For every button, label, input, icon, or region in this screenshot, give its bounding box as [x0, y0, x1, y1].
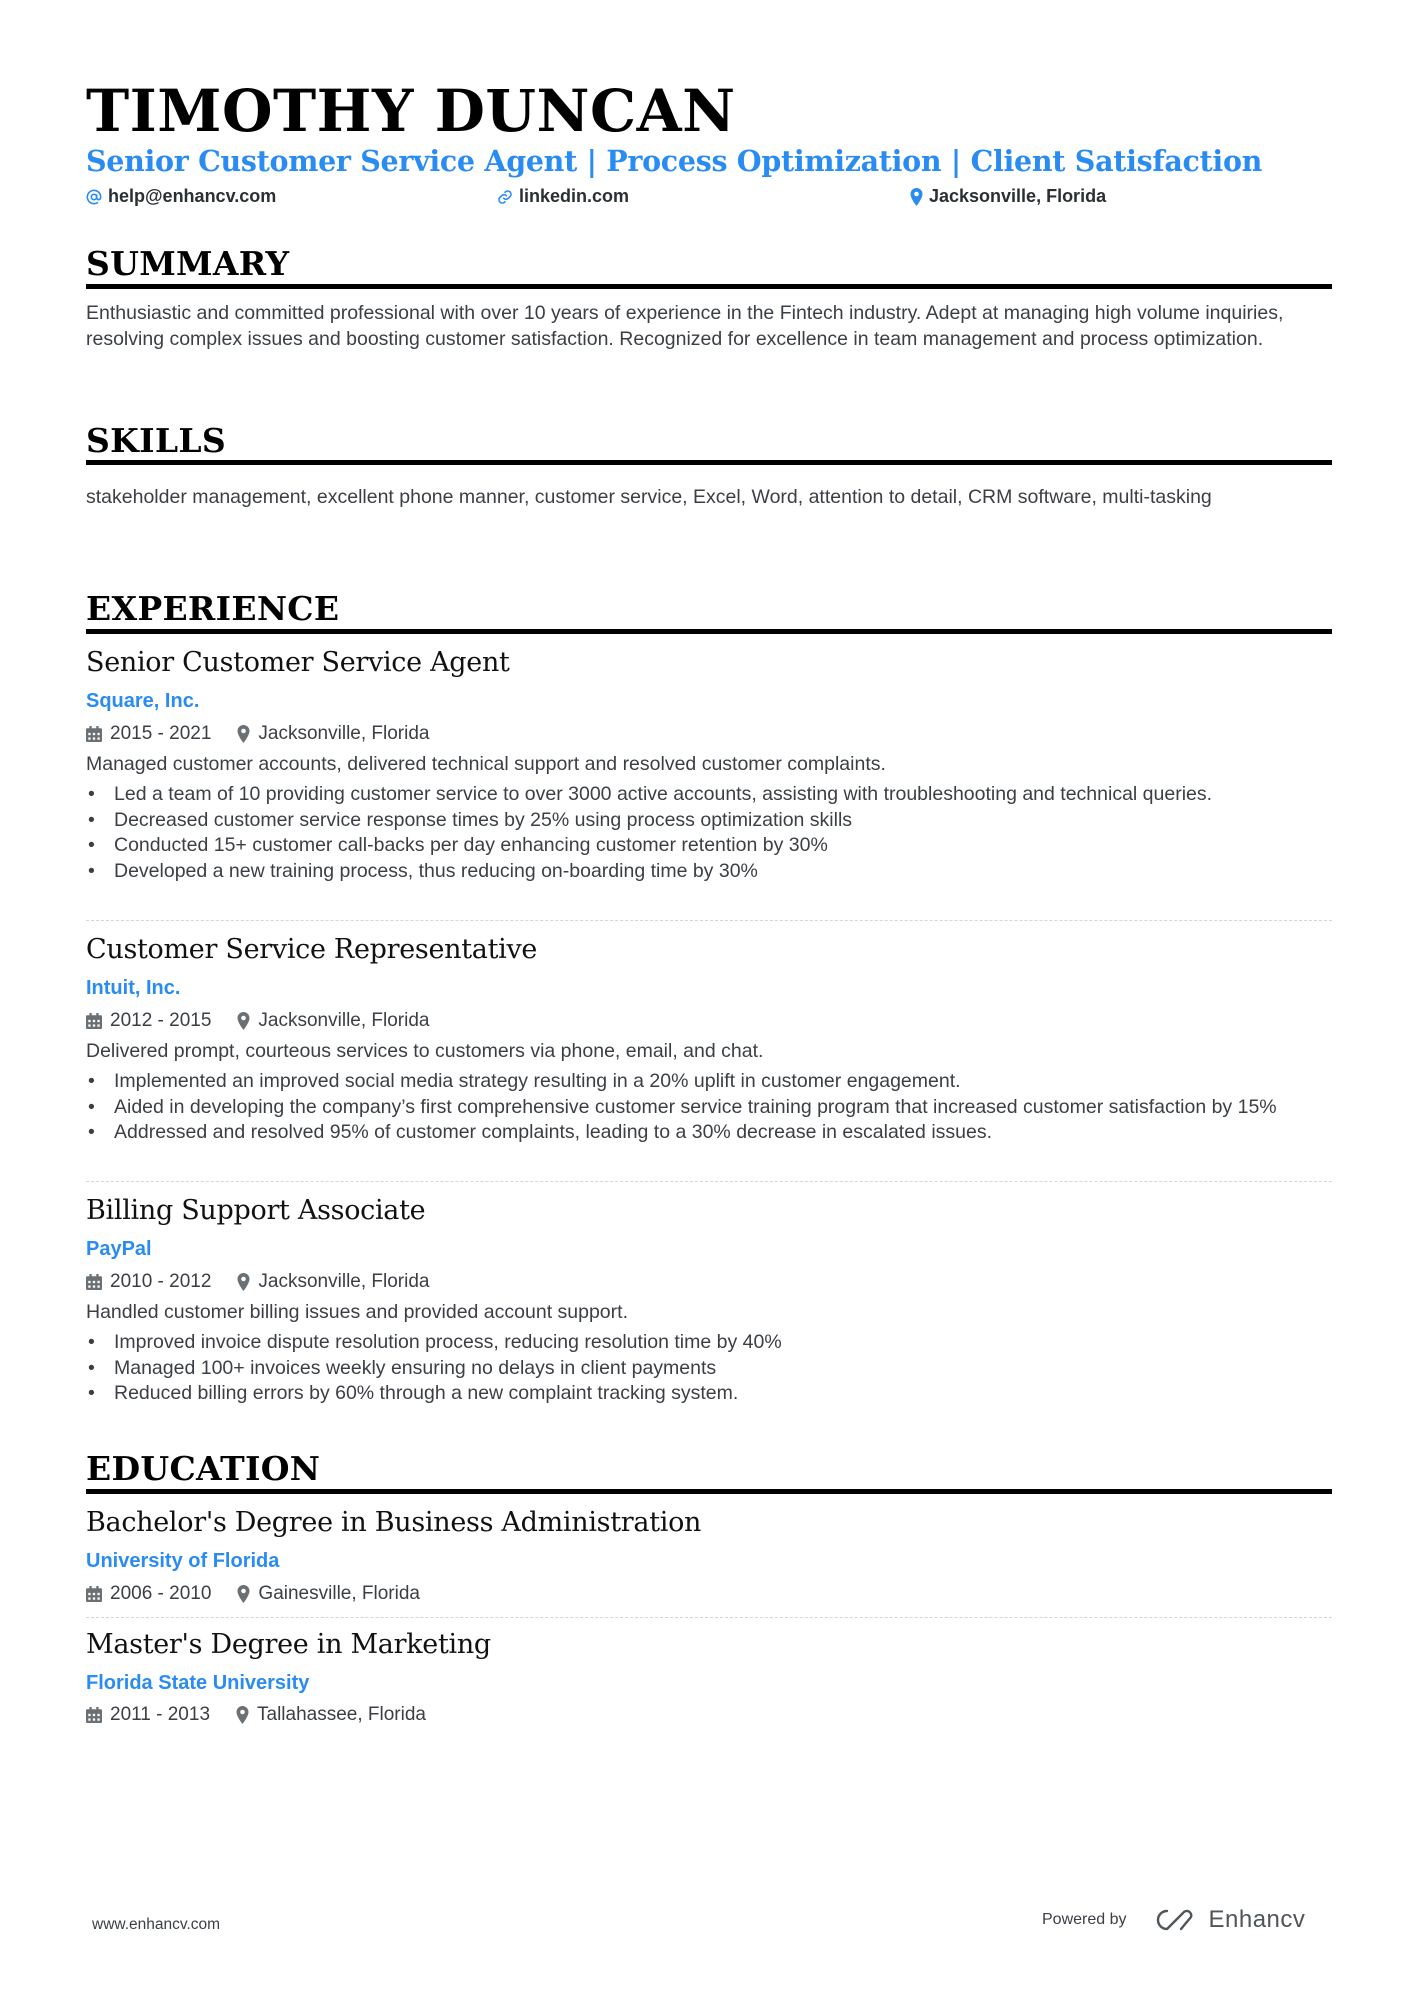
education-heading: EDUCATION: [86, 1449, 321, 1488]
education-location: Gainesville, Florida: [258, 1583, 420, 1604]
calendar-icon: [86, 1274, 102, 1290]
contact-linkedin[interactable]: [497, 186, 629, 207]
enhancv-logo: [1153, 1906, 1306, 1934]
education-rule: [86, 1489, 1332, 1494]
map-pin-icon: [237, 1273, 250, 1291]
job-location: Jacksonville, Florida: [258, 1010, 430, 1031]
job-meta: [86, 1270, 430, 1294]
calendar-icon: [86, 1586, 102, 1602]
footer-branding[interactable]: [1042, 1906, 1305, 1934]
bullet-item: • Managed 100+ invoices weekly ensuring no delays in client payments: [86, 1356, 1332, 1382]
education-meta: [86, 1703, 426, 1727]
bullet-item: • Improved invoice dispute resolution process, reducing resolution time by 40%: [86, 1330, 1332, 1356]
degree-title: Master's Degree in Marketing: [86, 1629, 491, 1660]
summary-rule: [86, 284, 1332, 289]
contact-row: [86, 186, 1332, 210]
job-location: Jacksonville, Florida: [258, 1271, 430, 1292]
map-pin-icon: [237, 1585, 250, 1603]
job-title: Senior Customer Service Agent: [86, 647, 510, 678]
map-pin-icon: [910, 188, 923, 206]
job-bullets: [86, 1069, 1332, 1146]
school-name: University of Florida: [86, 1550, 280, 1572]
candidate-headline: Senior Customer Service Agent | Process Optimization | Client Satisfaction: [86, 144, 1263, 178]
job-bullets: [86, 782, 1332, 884]
job-description: Managed customer accounts, delivered technical support and resolved customer complaints.: [86, 753, 886, 775]
company-name: PayPal: [86, 1238, 152, 1260]
bullet-item: • Reduced billing errors by 60% through a new complaint tracking system.: [86, 1381, 1332, 1407]
skills-text: stakeholder management, excellent phone manner, customer service, Excel, Word, attention to detail, CRM software, multi-tasking: [86, 486, 1212, 508]
contact-email-text: help@enhancv.com: [108, 186, 277, 206]
company-name: Square, Inc.: [86, 690, 200, 712]
bullet-item: • Decreased customer service response times by 25% using process optimization skills: [86, 808, 1332, 834]
entry-divider: [86, 920, 1332, 921]
entry-divider: [86, 1617, 1332, 1618]
footer-website-link[interactable]: www.enhancv.com: [92, 1916, 221, 1933]
education-dates: 2011 - 2013: [110, 1704, 211, 1725]
skills-heading: SKILLS: [86, 421, 226, 460]
contact-location: [910, 186, 1106, 207]
job-dates: 2012 - 2015: [110, 1010, 212, 1031]
job-bullets: [86, 1330, 1332, 1407]
education-dates: 2006 - 2010: [110, 1583, 212, 1604]
contact-email[interactable]: [86, 186, 276, 207]
job-title: Billing Support Associate: [86, 1195, 426, 1226]
job-title: Customer Service Representative: [86, 934, 538, 965]
job-dates: 2015 - 2021: [110, 723, 212, 744]
company-name: Intuit, Inc.: [86, 977, 181, 999]
degree-title: Bachelor's Degree in Business Administration: [86, 1507, 702, 1538]
contact-location-text: Jacksonville, Florida: [929, 186, 1107, 206]
school-name: Florida State University: [86, 1672, 310, 1694]
at-icon: [86, 189, 102, 205]
job-location: Jacksonville, Florida: [258, 723, 430, 744]
enhancv-logo-icon: [1153, 1907, 1199, 1933]
enhancv-brand-text: Enhancv: [1208, 1906, 1306, 1933]
entry-divider: [86, 1181, 1332, 1182]
summary-text: Enthusiastic and committed professional with over 10 years of experience in the Fintech industry. Adept at managing high volume inquiries, resolving complex issues and boosting customer satisfaction. Recognized for excellence in team management and process optimization.: [86, 302, 1284, 350]
bullet-item: • Led a team of 10 providing customer service to over 3000 active accounts, assisting with troubleshooting and technical queries.: [86, 782, 1332, 808]
summary-heading: SUMMARY: [86, 244, 290, 283]
map-pin-icon: [237, 1012, 250, 1030]
job-description: Delivered prompt, courteous services to customers via phone, email, and chat.: [86, 1040, 764, 1062]
candidate-name: TIMOTHY DUNCAN: [86, 77, 736, 145]
calendar-icon: [86, 726, 102, 742]
job-description: Handled customer billing issues and provided account support.: [86, 1301, 628, 1323]
bullet-item: • Addressed and resolved 95% of customer complaints, leading to a 30% decrease in escalated issues.: [86, 1120, 1332, 1146]
experience-heading: EXPERIENCE: [86, 589, 340, 628]
job-meta: [86, 722, 430, 746]
bullet-item: • Implemented an improved social media strategy resulting in a 20% uplift in customer engagement.: [86, 1069, 1332, 1095]
skills-rule: [86, 460, 1332, 465]
job-meta: [86, 1009, 430, 1033]
job-dates: 2010 - 2012: [110, 1271, 212, 1292]
bullet-item: • Developed a new training process, thus reducing on-boarding time by 30%: [86, 859, 1332, 885]
contact-linkedin-text: linkedin.com: [519, 186, 630, 206]
map-pin-icon: [237, 725, 250, 743]
education-location: Tallahassee, Florida: [257, 1704, 426, 1725]
map-pin-icon: [236, 1706, 249, 1724]
bullet-item: • Conducted 15+ customer call-backs per day enhancing customer retention by 30%: [86, 833, 1332, 859]
link-icon: [497, 189, 513, 205]
calendar-icon: [86, 1013, 102, 1029]
calendar-icon: [86, 1707, 102, 1723]
powered-by-label: Powered by: [1042, 1911, 1127, 1928]
experience-rule: [86, 629, 1332, 634]
education-meta: [86, 1582, 420, 1606]
bullet-item: • Aided in developing the company’s first comprehensive customer service training program that increased customer satisfaction by 15%: [86, 1095, 1332, 1121]
